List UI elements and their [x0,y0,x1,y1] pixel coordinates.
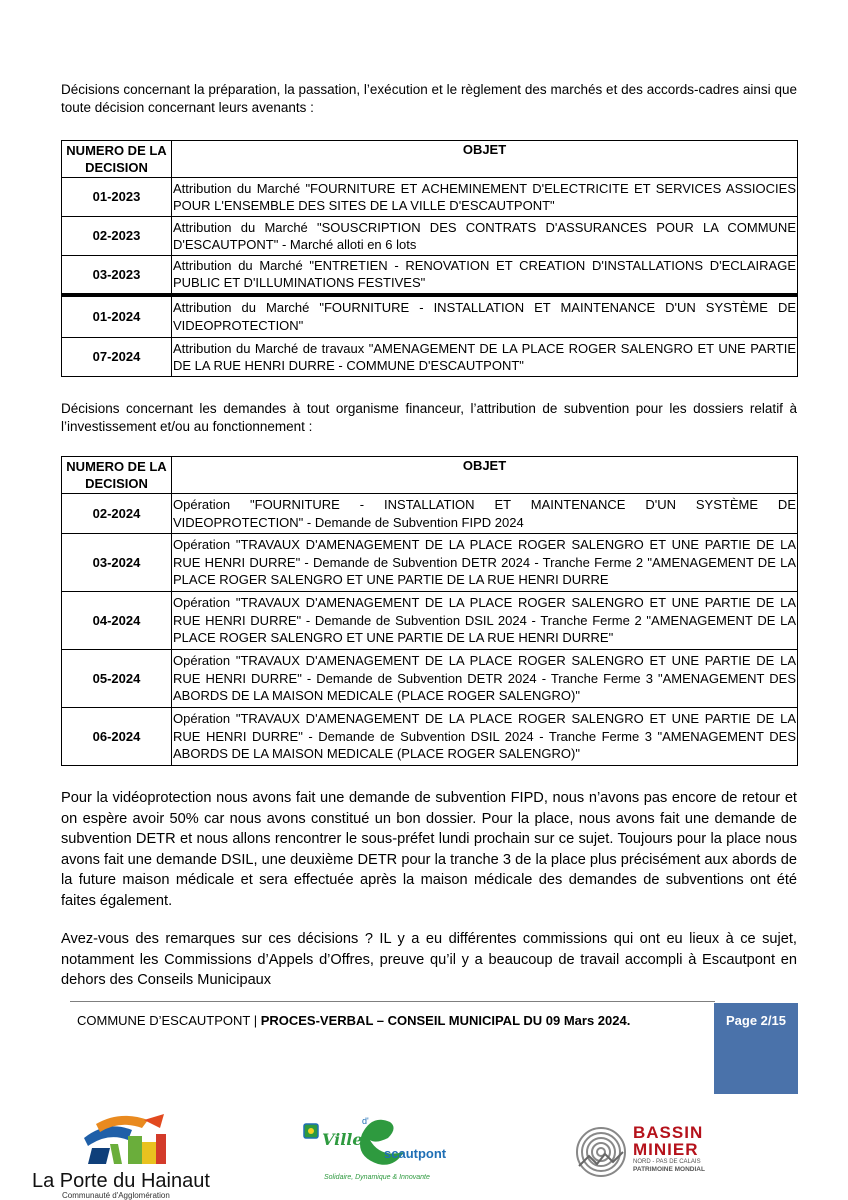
porte-du-hainaut-emblem-icon [32,1108,217,1166]
column-header-number: NUMERO DE LA DECISION [62,141,172,178]
bassin-minier-line1: BASSIN [633,1123,704,1142]
table-row [62,650,798,708]
decision-number: 02-2024 [62,494,172,534]
decision-number: 01-2023 [62,178,172,217]
paragraph-remarks: Avez-vous des remarques sur ces décisions ? IL y a eu différentes commissions qui ont eu lieux à ce sujet, notamment les Commissions d’Appels d’Offres, preuve qu’il y a beaucoup de travail accompli à Escautpont en dehors des Conseils Municipaux [61,931,797,988]
page-number: Page 2/15 [726,1013,786,1028]
escautpont-e [396,1106,397,1107]
table-row [62,256,798,295]
decision-number: 03-2024 [62,534,172,592]
table-row [62,494,798,534]
decision-number: 01-2024 [62,295,172,338]
decision-number: 02-2023 [62,217,172,256]
table-header-row [62,141,798,178]
decision-object: Opération "TRAVAUX D'AMENAGEMENT DE LA PLACE ROGER SALENGRO ET UNE PARTIE DE LA RUE HENRI DURRE" - Demande de Subvention DSIL 2024 - Tranche Ferme 2 "AMENAGEMENT DE LA PLACE ROGER SALENGRO ET UNE PARTIE DE LA RUE HENRI DURRE" [172,592,798,650]
table-row [62,295,798,338]
decision-number: 04-2024 [62,592,172,650]
column-header-object: OBJET [172,457,798,494]
escautpont-logo [300,1112,450,1190]
decision-object: Opération "TRAVAUX D'AMENAGEMENT DE LA PLACE ROGER SALENGRO ET UNE PARTIE DE LA RUE HENRI DURRE" - Demande de Subvention DETR 2024 - Tranche Ferme 2 "AMENAGEMENT DE LA PLACE ROGER SALENGRO ET UNE PARTIE DE LA RUE HENRI DURRE [172,534,798,592]
bassin-minier-fingerprint-icon [575,1126,627,1178]
decision-object: Attribution du Marché "SOUSCRIPTION DES CONTRATS D'ASSURANCES POUR LA COMMUNE D'ESCAUTPONT" - Marché alloti en 6 lots [172,217,798,256]
footer-commune: COMMUNE D’ESCAUTPONT | [77,1013,261,1028]
decision-object: Attribution du Marché "FOURNITURE ET ACHEMINEMENT D'ELECTRICITE ET SERVICES ASSIOCIES POUR L'ENSEMBLE DES SITES DE LA VILLE D'ESCAUTPONT" [172,178,798,217]
decision-number: 03-2023 [62,256,172,295]
intro-markets: Décisions concernant la préparation, la passation, l’exécution et le règlement des marchés et des accords-cadres ainsi que toute décision concernant leurs avenants : [61,82,797,115]
porte-du-hainaut-subtitle: Communauté d'Agglomération [62,1191,170,1200]
bassin-minier-line2: MINIER [633,1140,699,1159]
decision-object: Opération "TRAVAUX D'AMENAGEMENT DE LA PLACE ROGER SALENGRO ET UNE PARTIE DE LA RUE HENRI DURRE" - Demande de Subvention DETR 2024 - Tranche Ferme 3 "AMENAGEMENT DES ABORDS DE LA MAISON MEDICALE (PLACE ROGER SALENGRO)" [172,650,798,708]
table-row [62,178,798,217]
decision-number: 07-2024 [62,338,172,377]
bassin-minier-line3: NORD - PAS DE CALAIS [633,1159,701,1165]
table-row [62,338,798,377]
table-row [62,708,798,766]
column-header-number: NUMERO DE LA DECISION [62,457,172,494]
escautpont-slogan: Solidaire, Dynamique & Innovante [324,1174,430,1181]
porte-du-hainaut-name: La Porte du Hainaut [32,1170,210,1192]
footer-title [77,1013,630,1028]
decision-object: Attribution du Marché "FOURNITURE - INSTALLATION ET MAINTENANCE D'UN SYSTÈME DE VIDEOPROTECTION" [172,295,798,338]
footer-divider [70,1001,715,1002]
decision-object: Opération "FOURNITURE - INSTALLATION ET MAINTENANCE D'UN SYSTÈME DE VIDEOPROTECTION" - Demande de Subvention FIPD 2024 [172,494,798,534]
escautpont-ville: Ville [322,1130,363,1149]
table-row [62,534,798,592]
decision-number: 06-2024 [62,708,172,766]
markets-decisions-table [61,140,798,377]
escautpont-apostrophe: d' [362,1116,369,1126]
subsidies-decisions-table [61,456,798,766]
decision-object: Attribution du Marché "ENTRETIEN - RENOVATION ET CREATION D'INSTALLATIONS D'ECLAIRAGE PUBLIC ET D'ILLUMINATIONS FESTIVES" [172,256,798,295]
table-row [62,217,798,256]
column-header-object: OBJET [172,141,798,178]
footer-document-title: PROCES-VERBAL – CONSEIL MUNICIPAL DU 09 Mars 2024. [260,1013,631,1028]
intro-subsidies: Décisions concernant les demandes à tout organisme financeur, l’attribution de subvention pour les dossiers relatif à l’investissement et/ou au fonctionnement : [61,401,797,434]
porte-du-hainaut-logo [32,1108,217,1200]
decision-object: Attribution du Marché de travaux "AMENAGEMENT DE LA PLACE ROGER SALENGRO ET UNE PARTIE DE LA RUE HENRI DURRE - COMMUNE D'ESCAUTPONT" [172,338,798,377]
bassin-minier-line4: PATRIMOINE MONDIAL [633,1166,705,1173]
table-header-row [62,457,798,494]
bassin-minier-logo [575,1124,715,1188]
table-row [62,592,798,650]
decision-number: 05-2024 [62,650,172,708]
page-number-box [714,1003,798,1094]
paragraph-subsidies-explanation: Pour la vidéoprotection nous avons fait une demande de subvention FIPD, nous n’avons pas encore de retour et on espère avoir 50% car nous avons constitué un bon dossier. Pour la place, nous avons fait une demande de subvention DETR et nous allons rencontrer le sous-préfet lundi prochain sur ce sujet. Toujours pour la place nous avons fait une demande DSIL, une deuxième DETR pour la tranche 3 de la place plus précisément aux abords de la future maison médicale et sera effectuée après la maison médicale des demandes de subventions ont été faites également. [61,790,797,909]
decision-object: Opération "TRAVAUX D'AMENAGEMENT DE LA PLACE ROGER SALENGRO ET UNE PARTIE DE LA RUE HENRI DURRE" - Demande de Subvention DSIL 2024 - Tranche Ferme 3 "AMENAGEMENT DES ABORDS DE LA MAISON MEDICALE (PLACE ROGER SALENGRO)" [172,708,798,766]
escautpont-name: scautpont [384,1146,447,1161]
